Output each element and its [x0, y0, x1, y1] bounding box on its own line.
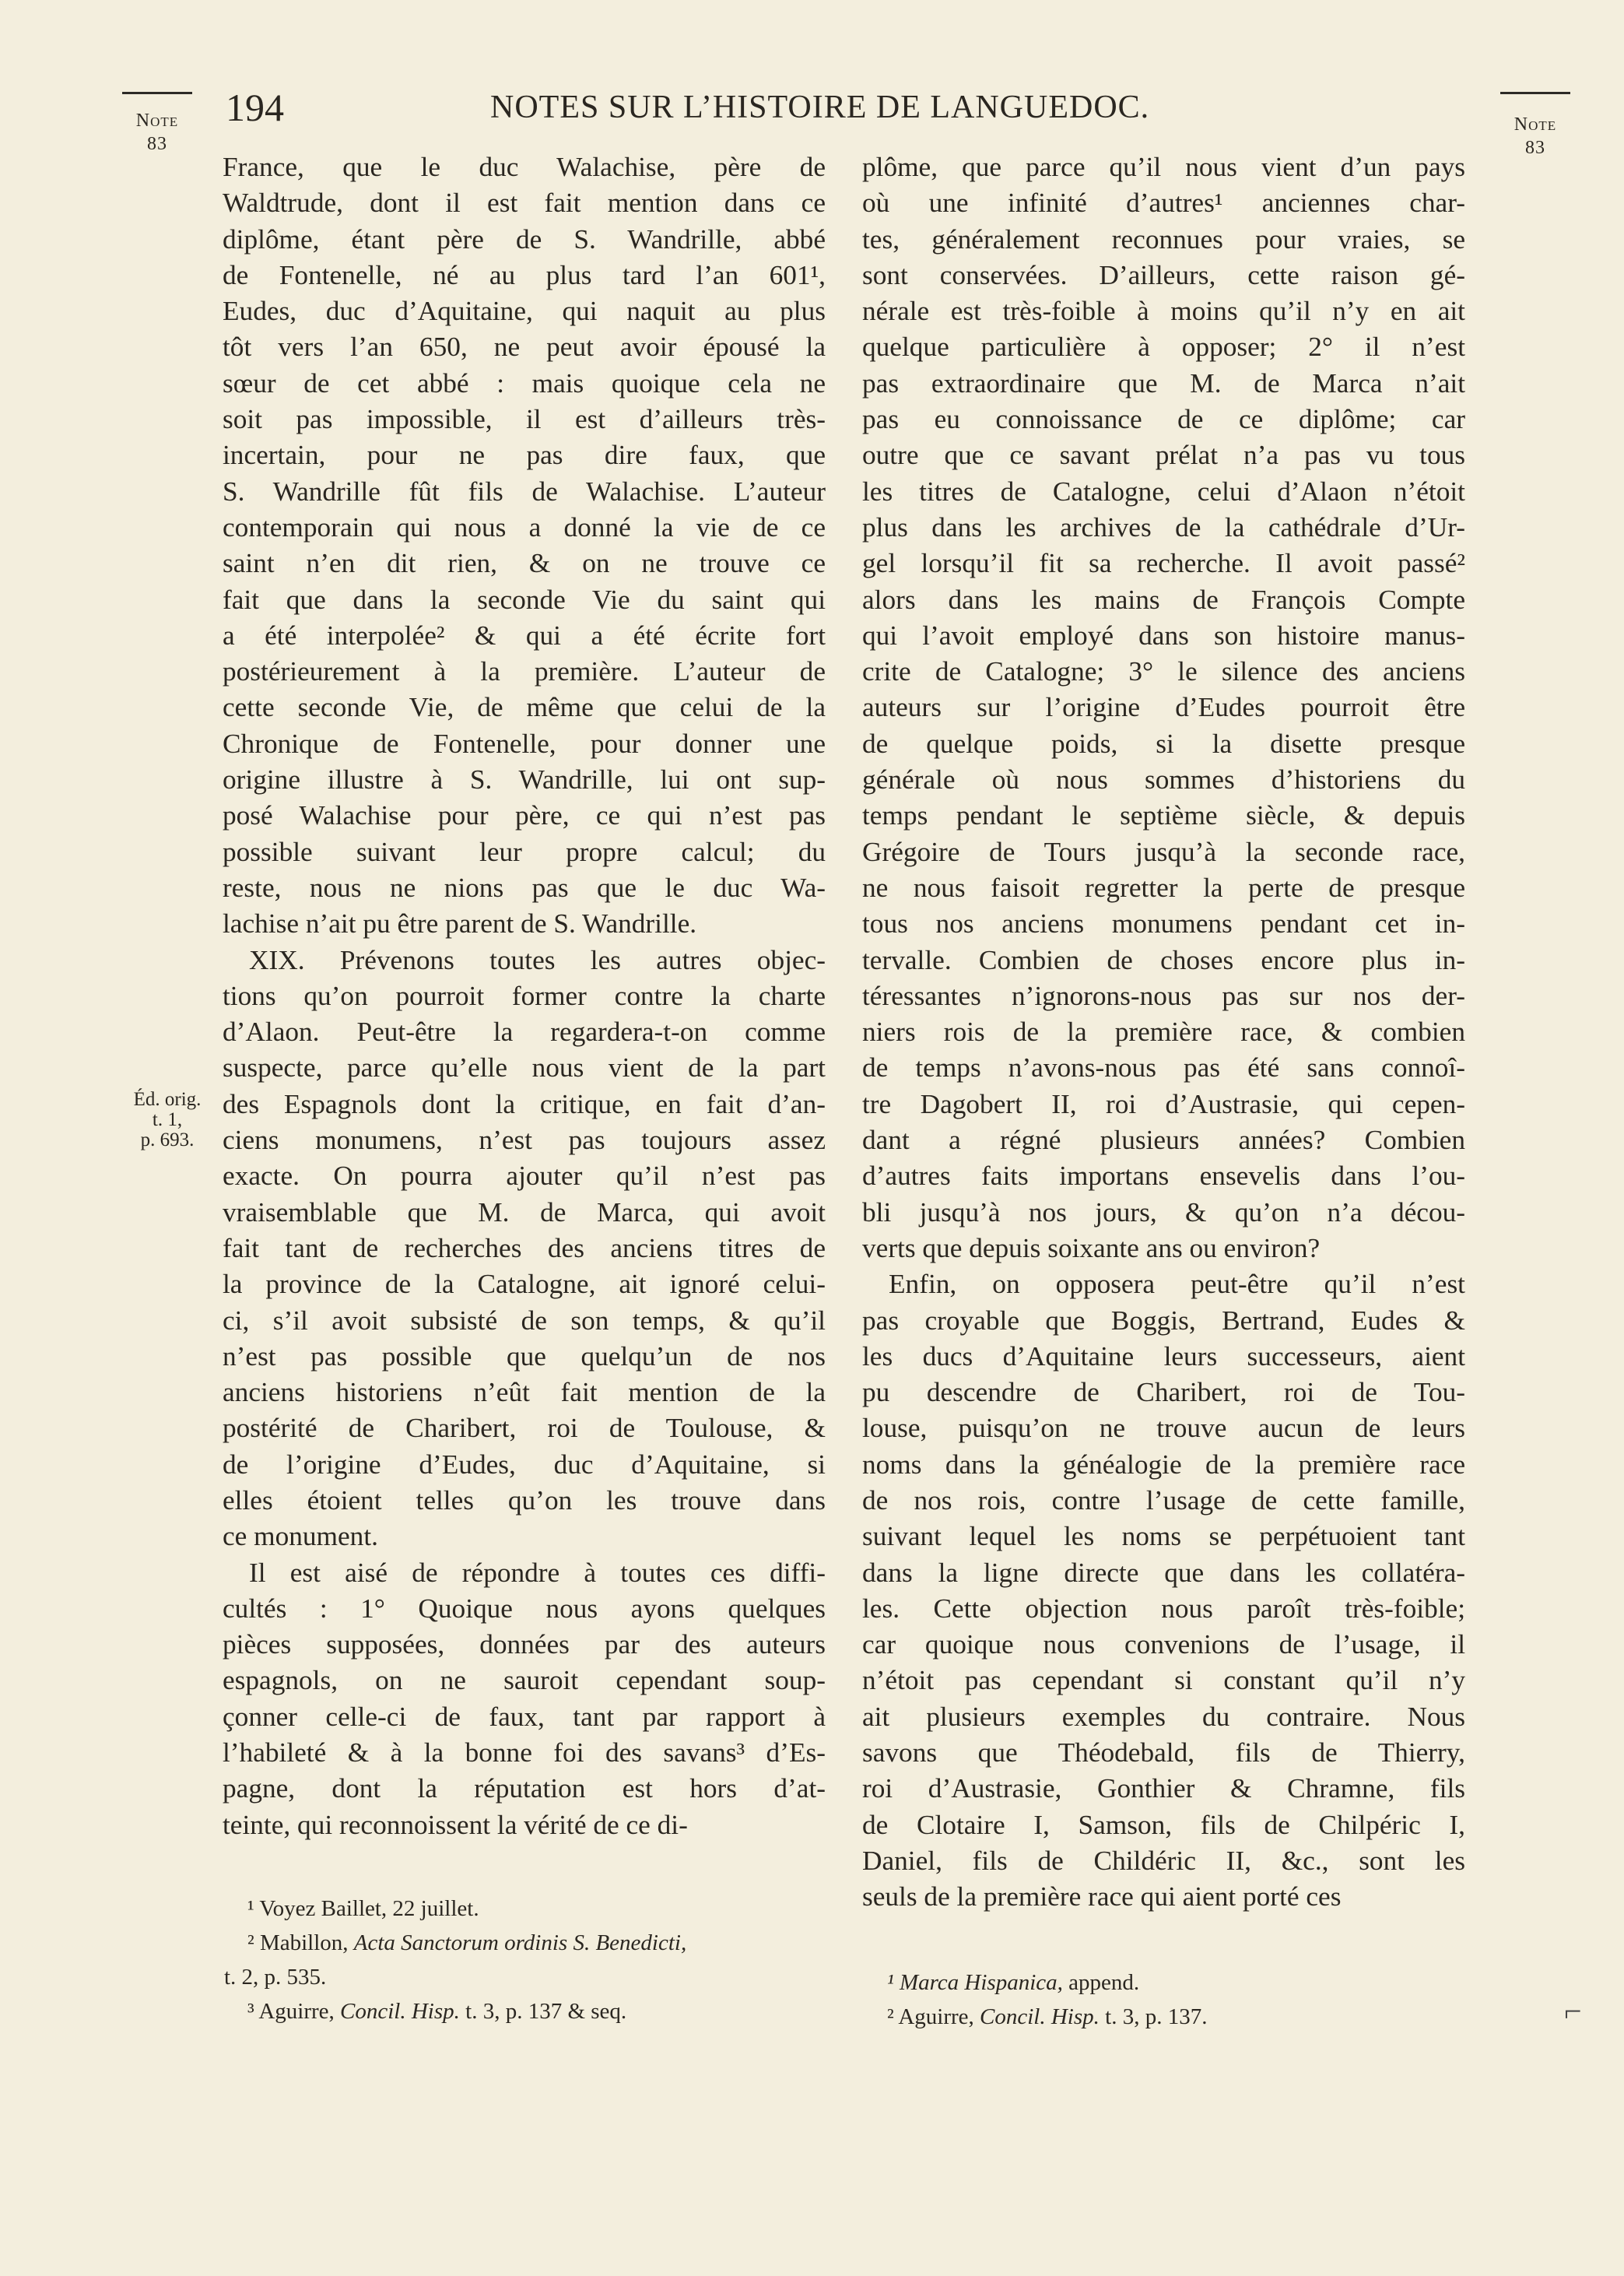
- text-line: tervalle. Combien de choses encore plus in-: [862, 944, 1465, 975]
- edition-reference: [117, 1090, 218, 1150]
- text-line: les. Cette objection nous paroît très-foible;: [862, 1593, 1465, 1624]
- footnote-right-2-title: Concil. Hisp.: [980, 2004, 1100, 2029]
- text-line: pièces supposées, données par des auteurs: [223, 1629, 826, 1660]
- text-line: louse, puisqu’on ne trouve aucun de leurs: [862, 1413, 1465, 1444]
- text-line: où une infinité d’autres¹ anciennes char-: [862, 188, 1465, 219]
- text-line: reste, nous ne nions pas que le duc Wa-: [223, 872, 826, 903]
- text-line: exacte. On pourra ajouter qu’il n’est pas: [223, 1161, 826, 1192]
- corner-mark: ⌐: [1564, 1993, 1582, 2028]
- note-tag-right: [1500, 113, 1570, 160]
- text-line: savons que Théodebald, fils de Thierry,: [862, 1737, 1465, 1768]
- text-line: posé Walachise pour père, ce qui n’est pas: [223, 800, 826, 831]
- text-line: car quoique nous convenions de l’usage, il: [862, 1629, 1465, 1660]
- note-tag-left: [122, 109, 192, 156]
- text-line: quelque particulière à opposer; 2° il n’est: [862, 332, 1465, 363]
- footnote-left-3-ref: t. 3, p. 137 & seq.: [459, 1999, 627, 2024]
- text-line: seuls de la première race qui aient porté ces: [862, 1881, 1342, 1912]
- text-line: de temps n’avons-nous pas été sans connoî-: [862, 1052, 1465, 1084]
- text-line: sœur de cet abbé : mais quoique cela ne: [223, 367, 826, 399]
- text-line: les titres de Catalogne, celui d’Alaon n’étoit: [862, 476, 1465, 507]
- text-line: dans la ligne directe que dans les collatéra-: [862, 1557, 1465, 1588]
- footnote-right-1-ref: append.: [1062, 1970, 1140, 1995]
- footnote-right-1-title: ¹ Marca Hispanica,: [887, 1970, 1063, 1995]
- edition-reference-line3: p. 693.: [140, 1129, 195, 1150]
- text-line: qui l’avoit employé dans son histoire manus-: [862, 620, 1465, 651]
- left-margin-rule: [122, 92, 192, 94]
- text-line: d’Alaon. Peut-être la regardera-t-on comme: [223, 1017, 826, 1048]
- text-line: tes, généralement reconnues pour vraies, se: [862, 223, 1465, 255]
- text-line: de quelque poids, si la disette presque: [862, 728, 1465, 759]
- text-line: S. Wandrille fût fils de Walachise. L’auteur: [223, 476, 826, 507]
- text-line: les ducs d’Aquitaine leurs successeurs, aient: [862, 1340, 1465, 1372]
- text-line: n’étoit pas cependant si constant qu’il n’y: [862, 1665, 1465, 1696]
- footnote-left-3: [247, 1994, 686, 2028]
- footnotes-right: [887, 1965, 1207, 2034]
- text-line: n’est pas possible que quelqu’un de nos: [223, 1340, 826, 1372]
- text-line: postérité de Charibert, roi de Toulouse, &: [223, 1413, 826, 1444]
- text-line: Eudes, duc d’Aquitaine, qui naquit au plus: [223, 296, 826, 327]
- text-line: téressantes n’ignorons-nous pas sur nos der-: [862, 980, 1465, 1011]
- text-line: roi d’Austrasie, Gonthier & Chramne, fils: [862, 1773, 1465, 1804]
- text-line: tôt vers l’an 650, ne peut avoir épousé la: [223, 332, 826, 363]
- text-line: la province de la Catalogne, ait ignoré celui-: [223, 1269, 826, 1300]
- text-line: l’habileté & à la bonne foi des savans³ d’Es-: [223, 1737, 826, 1768]
- text-line: alors dans les mains de François Compte: [862, 584, 1465, 615]
- text-line: générale où nous sommes d’historiens du: [862, 764, 1465, 796]
- note-label-left: Note: [135, 111, 179, 131]
- text-line: de Fontenelle, né au plus tard l’an 601¹,: [223, 259, 826, 290]
- text-line: cultés : 1° Quoique nous ayons quelques: [223, 1593, 826, 1624]
- text-line: sont conservées. D’ailleurs, cette raison gé-: [862, 259, 1465, 290]
- text-line: dant a régné plusieurs années? Combien: [862, 1125, 1465, 1156]
- footnote-left-2: [247, 1926, 686, 1960]
- text-line: origine illustre à S. Wandrille, lui ont sup-: [223, 764, 826, 796]
- footnote-left-2-title: Acta Sanctorum ordinis S. Benedicti,: [353, 1930, 687, 1955]
- footnote-right-2: [887, 2000, 1207, 2034]
- right-column: [862, 149, 1465, 1916]
- text-line: teinte, qui reconnoissent la vérité de ce di-: [223, 1809, 688, 1840]
- text-line: de l’origine d’Eudes, duc d’Aquitaine, si: [223, 1449, 826, 1480]
- text-line: nérale est très-foible à moins qu’il n’y en ait: [862, 296, 1465, 327]
- text-line: diplôme, étant père de S. Wandrille, abbé: [223, 223, 826, 255]
- text-line: suivant lequel les noms se perpétuoient tant: [862, 1521, 1465, 1552]
- left-paragraph-2: [223, 943, 826, 1555]
- text-line: plôme, que parce qu’il nous vient d’un pays: [862, 152, 1465, 182]
- text-line: ait plusieurs exemples du contraire. Nous: [862, 1701, 1465, 1732]
- footnotes-left: [224, 1891, 687, 2028]
- text-line: ci, s’il avoit subsisté de son temps, & qu’il: [223, 1305, 826, 1336]
- text-line: fait que dans la seconde Vie du saint qui: [223, 584, 826, 615]
- footnote-left-3-author: ³ Aguirre,: [247, 1999, 341, 2024]
- text-line: Grégoire de Tours jusqu’à la seconde race,: [862, 836, 1465, 867]
- running-title: NOTES SUR L’HISTOIRE DE LANGUEDOC.: [490, 90, 1150, 125]
- text-line: contemporain qui nous a donné la vie de ce: [223, 511, 826, 543]
- text-line: lachise n’ait pu être parent de S. Wandrille.: [223, 908, 697, 940]
- text-line: XIX. Prévenons toutes les autres objec-: [249, 944, 826, 975]
- left-paragraph-3: [223, 1555, 826, 1843]
- text-line: niers rois de la première race, & combien: [862, 1017, 1465, 1048]
- text-line: ne nous faisoit regretter la perte de presque: [862, 872, 1465, 903]
- text-line: çonner celle-ci de faux, tant par rapport à: [223, 1701, 826, 1732]
- text-line: de Clotaire I, Samson, fils de Chilpéric I,: [862, 1809, 1465, 1840]
- note-number-left: 83: [147, 134, 167, 154]
- text-line: des Espagnols dont la critique, en fait d’an-: [223, 1088, 826, 1119]
- footnote-right-2-ref: t. 3, p. 137.: [1099, 2004, 1208, 2029]
- text-line: d’autres faits importans ensevelis dans l’ou-: [862, 1161, 1465, 1192]
- text-line: saint n’en dit rien, & on ne trouve ce: [223, 548, 826, 579]
- text-line: Il est aisé de répondre à toutes ces diffi-: [249, 1557, 826, 1588]
- text-line: Daniel, fils de Childéric II, &c., sont les: [862, 1845, 1465, 1876]
- text-line: cette seconde Vie, de même que celui de la: [223, 692, 826, 723]
- text-line: espagnols, on ne sauroit cependant soup-: [223, 1665, 826, 1696]
- left-column: [223, 149, 826, 1843]
- footnote-right-2-author: ² Aguirre,: [887, 2004, 980, 2029]
- text-line: incertain, pour ne pas dire faux, que: [223, 440, 826, 471]
- text-line: France, que le duc Walachise, père de: [223, 152, 826, 182]
- text-line: postérieurement à la première. L’auteur de: [223, 656, 826, 687]
- text-line: outre que ce savant prélat n’a pas vu tous: [862, 440, 1465, 471]
- right-paragraph-1: [862, 149, 1465, 1266]
- text-line: verts que depuis soixante ans ou environ?: [862, 1232, 1321, 1263]
- footnote-left-1: ¹ Voyez Baillet, 22 juillet.: [247, 1896, 479, 1921]
- text-line: a été interpolée² & qui a été écrite fort: [223, 620, 826, 651]
- text-line: elles étoient telles qu’on les trouve dans: [223, 1484, 826, 1516]
- text-line: de nos rois, contre l’usage de cette famille,: [862, 1484, 1465, 1516]
- text-line: auteurs sur l’origine d’Eudes pourroit être: [862, 692, 1465, 723]
- text-line: vraisemblable que M. de Marca, qui avoit: [223, 1196, 826, 1228]
- text-line: pagne, dont la réputation est hors d’at-: [223, 1773, 826, 1804]
- text-line: temps pendant le septième siècle, & depuis: [862, 800, 1465, 831]
- text-line: pas eu connoissance de ce diplôme; car: [862, 404, 1465, 435]
- footnote-left-3-title: Concil. Hisp.: [340, 1999, 460, 2024]
- text-line: pu descendre de Charibert, roi de Tou-: [862, 1377, 1465, 1408]
- text-line: pas croyable que Boggis, Bertrand, Eudes &: [862, 1305, 1465, 1336]
- text-line: fait tant de recherches des anciens titres de: [223, 1232, 826, 1263]
- text-line: ce monument.: [223, 1521, 378, 1552]
- right-paragraph-2: [862, 1266, 1465, 1915]
- text-line: Waldtrude, dont il est fait mention dans ce: [223, 188, 826, 219]
- text-line: tre Dagobert II, roi d’Austrasie, qui cepen-: [862, 1088, 1465, 1119]
- note-label-right: Note: [1514, 114, 1557, 135]
- text-line: crite de Catalogne; 3° le silence des anciens: [862, 656, 1465, 687]
- text-line: anciens historiens n’eût fait mention de la: [223, 1377, 826, 1408]
- text-line: soit pas impossible, il est d’ailleurs très-: [223, 404, 826, 435]
- text-line: possible suivant leur propre calcul; du: [223, 836, 826, 867]
- text-line: tions qu’on pourroit former contre la charte: [223, 980, 826, 1011]
- text-line: tous nos anciens monumens pendant cet in-: [862, 908, 1465, 940]
- text-line: pas extraordinaire que M. de Marca n’ait: [862, 367, 1465, 399]
- text-line: gel lorsqu’il fit sa recherche. Il avoit passé²: [862, 548, 1465, 579]
- edition-reference-line1: Éd. orig.: [133, 1089, 202, 1110]
- text-line: plus dans les archives de la cathédrale d’Ur-: [862, 511, 1465, 543]
- footnote-right-1: [887, 1965, 1207, 2000]
- right-margin-rule: [1500, 92, 1570, 94]
- left-paragraph-1: [223, 149, 826, 943]
- text-line: bli jusqu’à nos jours, & qu’on n’a décou-: [862, 1196, 1465, 1228]
- text-line: ciens monumens, n’est pas toujours assez: [223, 1125, 826, 1156]
- text-line: Chronique de Fontenelle, pour donner une: [223, 728, 826, 759]
- page-number: 194: [226, 86, 284, 129]
- footnote-left-2-author: ² Mabillon,: [247, 1930, 354, 1955]
- edition-reference-line2: t. 1,: [152, 1109, 183, 1130]
- text-line: noms dans la généalogie de la première race: [862, 1449, 1465, 1480]
- footnote-left-2-cont: t. 2, p. 535.: [224, 1965, 327, 1990]
- note-number-right: 83: [1525, 138, 1545, 158]
- text-line: suspecte, parce qu’elle nous vient de la part: [223, 1052, 826, 1084]
- text-line: Enfin, on opposera peut-être qu’il n’est: [889, 1269, 1465, 1300]
